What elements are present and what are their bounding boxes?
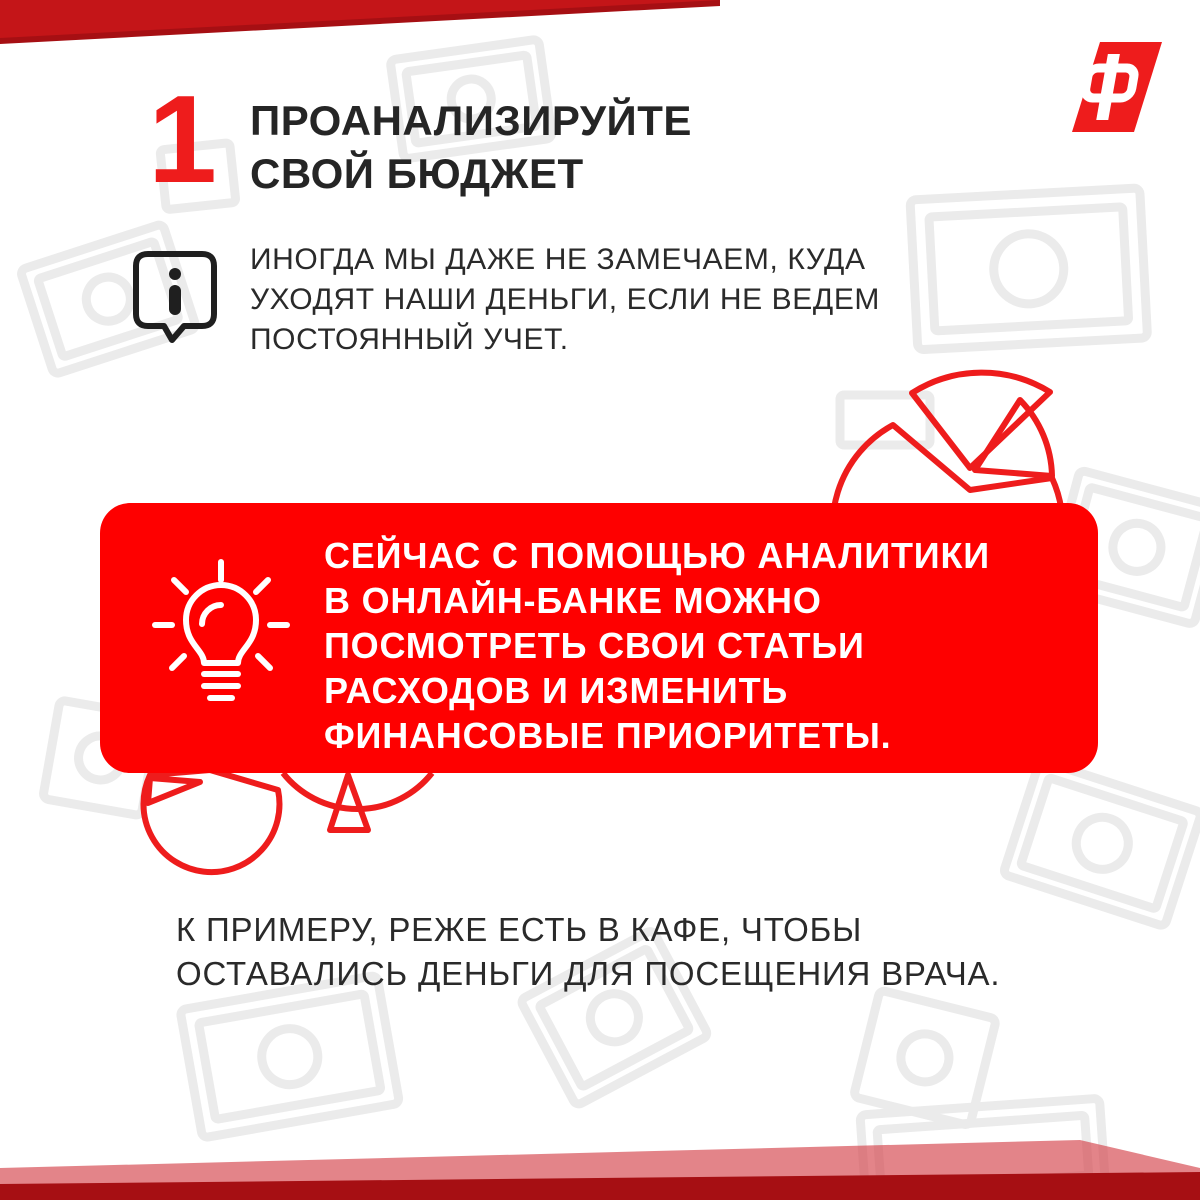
pie-chart-icon: [283, 773, 432, 830]
tip-line: ПОСМОТРЕТЬ СВОИ СТАТЬИ: [324, 625, 865, 666]
example-text: [176, 908, 1116, 996]
page-title: [250, 94, 692, 200]
pie-chart-icon: [143, 770, 279, 872]
tip-line: СЕЙЧАС С ПОМОЩЬЮ АНАЛИТИКИ: [324, 535, 990, 576]
tip-text: [324, 533, 1064, 758]
intro-line: ПОСТОЯННЫЙ УЧЕТ.: [250, 323, 569, 356]
banknote-icon: [1003, 760, 1200, 927]
step-number: 1: [148, 71, 217, 209]
top-stripe: [0, 0, 720, 38]
intro-line: УХОДЯТ НАШИ ДЕНЬГИ, ЕСЛИ НЕ ВЕДЕМ: [250, 283, 881, 316]
tip-line: В ОНЛАЙН-БАНКЕ МОЖНО: [324, 580, 822, 621]
title-line: ПРОАНАЛИЗИРУЙТЕ: [250, 97, 692, 144]
title-line: СВОЙ БЮДЖЕТ: [250, 150, 584, 197]
intro-line: ИНОГДА МЫ ДАЖЕ НЕ ЗАМЕЧАЕМ, КУДА: [250, 243, 866, 276]
lightbulb-icon: [152, 558, 290, 708]
phi-letter-logo: [1072, 42, 1162, 132]
intro-text: [250, 240, 970, 360]
tip-card: [100, 503, 1098, 773]
tip-line: РАСХОДОВ И ИЗМЕНИТЬ: [324, 670, 789, 711]
example-line: ОСТАВАЛИСЬ ДЕНЬГИ ДЛЯ ПОСЕЩЕНИЯ ВРАЧА.: [176, 955, 1001, 992]
tip-line: ФИНАНСОВЫЕ ПРИОРИТЕТЫ.: [324, 715, 892, 756]
banknote-icon: [180, 975, 400, 1138]
info-speech-bubble-icon: [132, 250, 218, 346]
example-line: К ПРИМЕРУ, РЕЖЕ ЕСТЬ В КАФЕ, ЧТОБЫ: [176, 911, 863, 948]
